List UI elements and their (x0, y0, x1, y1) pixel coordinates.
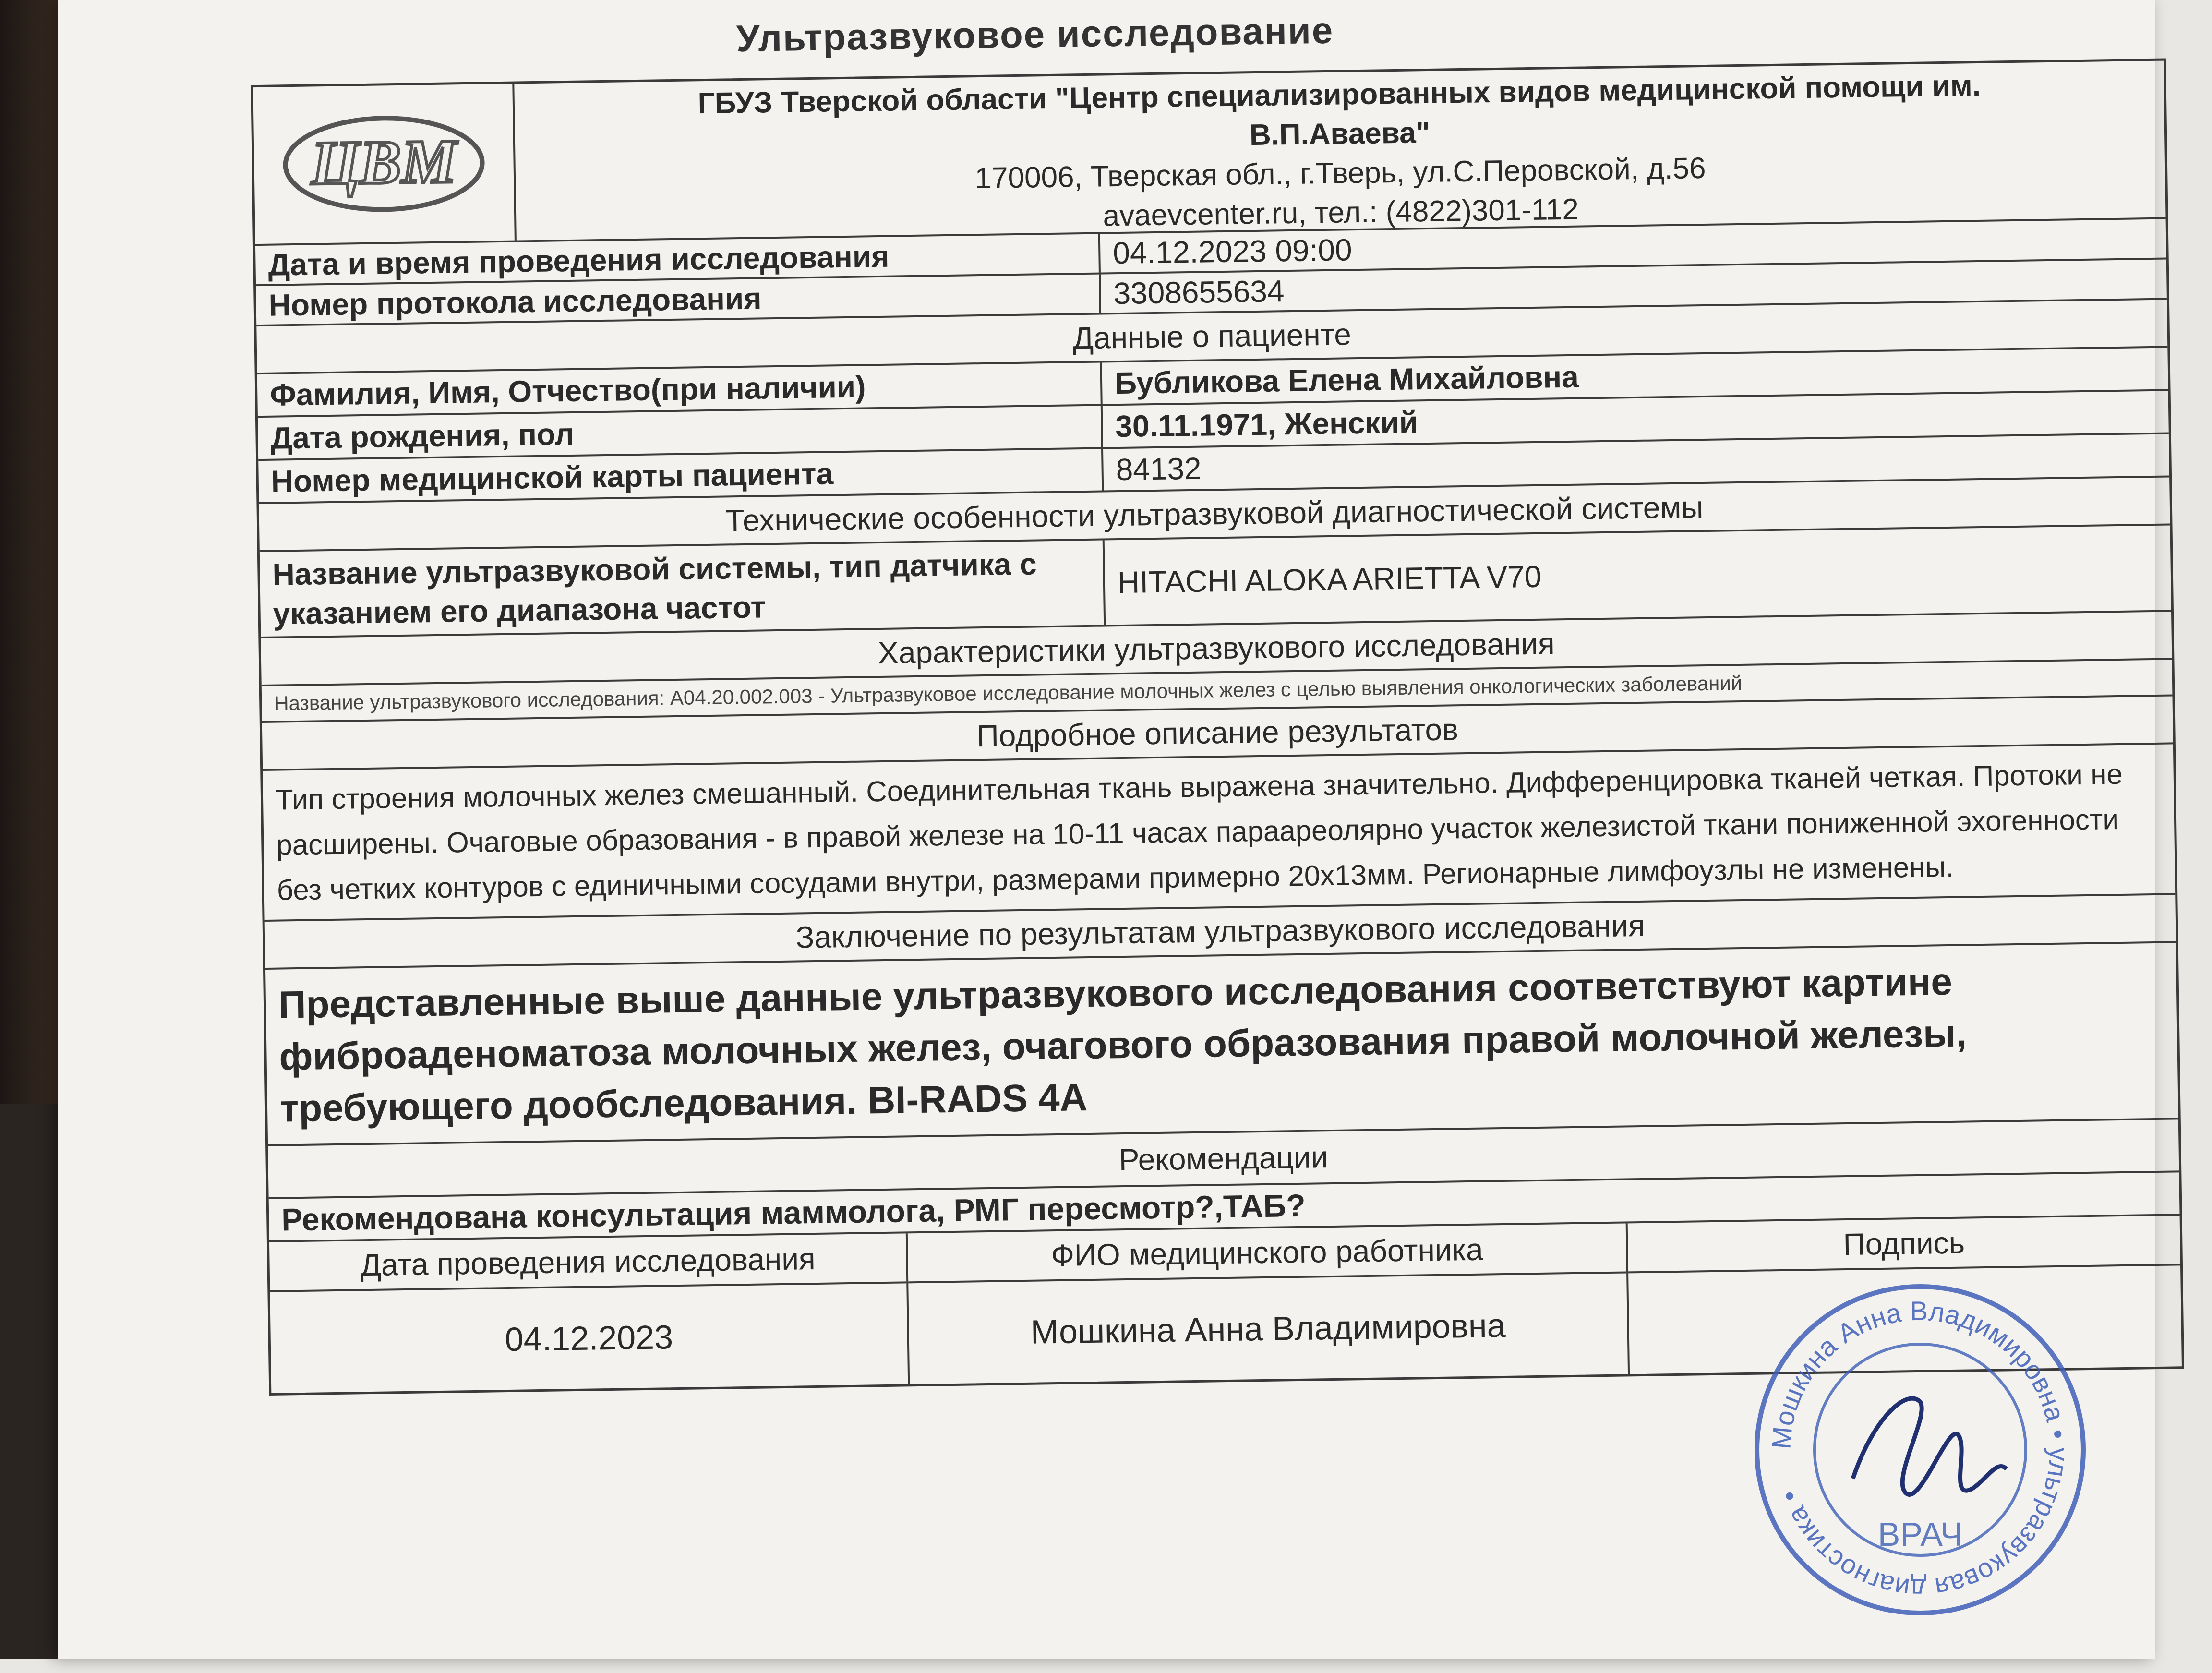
paper-sheet (58, 0, 2155, 1659)
footer-name-header: ФИО медицинского работника (908, 1223, 1626, 1283)
logo-text: ЦВМ (310, 127, 457, 198)
patient-card-value: 84132 (1116, 451, 1202, 487)
results-text: Тип строения молочных желез смешанный. Соединительная ткань выражена значительно. Дифференцировка тканей четкая. Протоки не расширены. Очаговые образования - в правой железе на 10-11 часах параареолярно участок железистой ткани пониженной эхогенности без четких контуров с единичными сосудами внутри, размерами примерно 20х13мм. Регионарные лимфоузлы не изменены. (275, 758, 2123, 906)
results-title: Подробное описание результатов (976, 712, 1459, 754)
recommendations-text: Рекомендована консультация маммолога, РМГ пересмотр?,ТАБ? (281, 1187, 1306, 1238)
protocol-number-value: 3308655634 (1113, 274, 1285, 311)
recommendations-title: Рекомендации (1118, 1140, 1329, 1178)
patient-birth-value: 30.11.1971, Женский (1115, 405, 1419, 444)
conclusion-title: Заключение по результатам ультразвукового исследования (795, 908, 1646, 955)
organization-header (253, 61, 2165, 246)
logo-emblem-icon (277, 109, 490, 218)
footer-name-column (908, 1223, 1630, 1384)
device-value: HITACHI ALOKA ARIETTA V70 (1117, 559, 1542, 600)
handwritten-signature (1853, 1398, 2007, 1494)
conclusion-text: Представленные выше данные ультразвукового исследования соответствуют картине фиброаденоматоза молочных желез, очагового образования правой молочной железы, требующего дообследования. BI-RADS 4A (278, 960, 1967, 1130)
protocol-table (251, 59, 2184, 1396)
organization-address: 170006, Тверская обл., г.Тверь, ул.С.Перовской, д.56 (974, 151, 1706, 195)
characteristics-title: Характеристики ультразвукового исследования (878, 626, 1555, 671)
footer-date-header: Дата проведения исследования (269, 1233, 906, 1292)
patient-name-label: Фамилия, Имя, Отчество(при наличии) (257, 363, 1103, 416)
organization-name-line1: ГБУЗ Тверской области "Центр специализированных видов медицинской помощи им. (697, 69, 1981, 120)
footer-name-value: Мошкина Анна Владимировна (1030, 1306, 1506, 1351)
stamp-ring-text: Мошкина Анна Владимировна • ультразвуковая диагностика • (1766, 1295, 2075, 1604)
organization-contacts: avaevcenter.ru, тел.: (4822)301-112 (1103, 193, 1579, 233)
svg-text:Мошкина Анна Владимировна • ул (1766, 1296, 2074, 1604)
footer-signature-header: Подпись (1628, 1216, 2180, 1273)
footer-date-column (269, 1233, 910, 1393)
exam-datetime-value: 04.12.2023 09:00 (1112, 232, 1353, 271)
patient-name-value: Бубликова Елена Михайловна (1114, 359, 1579, 401)
patient-card-label: Номер медицинской карты пациента (258, 449, 1104, 502)
study-name-text: Название ультразвукового исследования: A04.20.002.003 - Ультразвуковое исследование молочных желез с целью выявления онкологических заболеваний (274, 671, 1743, 715)
protocol-number-label: Номер протокола исследования (256, 275, 1101, 325)
footer-date-value: 04.12.2023 (505, 1318, 673, 1359)
tech-section-title: Технические особенности ультразвуковой диагностической системы (725, 490, 1704, 538)
organization-info (514, 61, 2165, 241)
results-row (263, 744, 2175, 922)
exam-datetime-label: Дата и время проведения исследования (255, 234, 1101, 285)
doctor-stamp (1747, 1277, 2093, 1623)
conclusion-row (265, 943, 2178, 1146)
organization-name-line2: В.П.Аваева" (1249, 116, 1431, 152)
patient-birth-label: Дата рождения, пол (258, 406, 1103, 459)
document-title: Ультразвуковое исследование (736, 9, 1334, 60)
organization-logo (253, 84, 516, 244)
stamp-center-text: ВРАЧ (1877, 1516, 1963, 1553)
patient-section-title: Данные о пациенте (1072, 317, 1352, 356)
device-label: Название ультразвуковой системы, тип датчика с указанием его диапазона частот (260, 540, 1106, 637)
